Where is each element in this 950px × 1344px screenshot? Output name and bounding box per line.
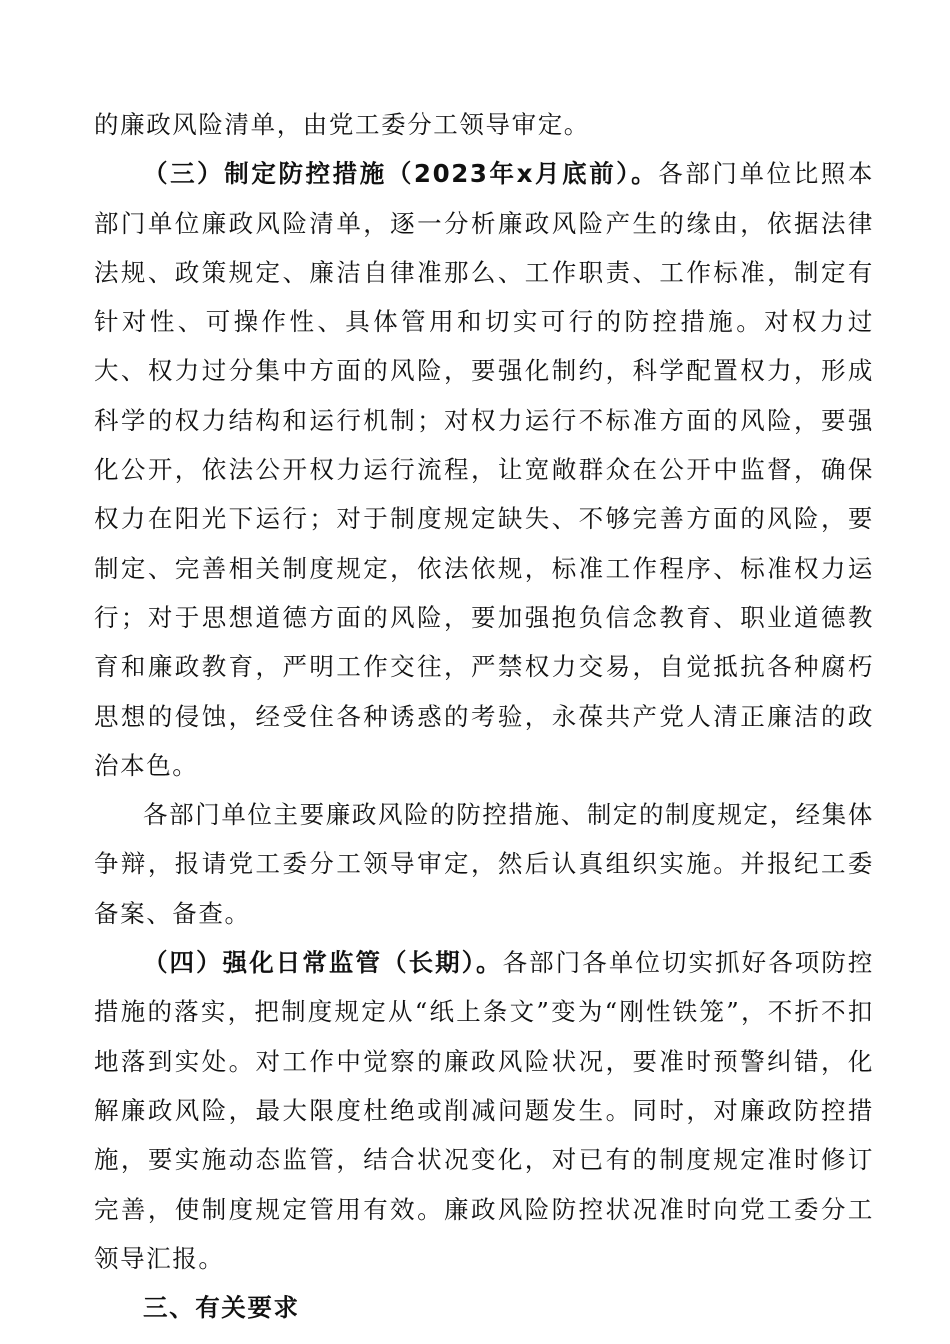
section-heading: 三、有关要求 bbox=[143, 1293, 300, 1323]
document-body bbox=[94, 100, 874, 1332]
paragraph-control-measures bbox=[94, 149, 874, 790]
paragraph-body: 各部门各单位切实抓好各项防控措施的落实，把制度规定从“纸上条文”变为“刚性铁笼”，不折不扣地落到实处。对工作中觉察的廉政风险状况，要准时预警纠错，化解廉政风险，最大限度杜绝或削减问题发生。同时，对廉政防控措施，要实施动态监管，结合状况变化，对已有的制度规定准时修订完善，使制度规定管用有效。廉政风险防控状况准时向党工委分工领导汇报。 bbox=[94, 948, 874, 1273]
paragraph-continuation: 的廉政风险清单，由党工委分工领导审定。 bbox=[94, 110, 590, 139]
paragraph-approval: 各部门单位主要廉政风险的防控措施、制定的制度规定，经集体争辩，报请党工委分工领导审定，然后认真组织实施。并报纪工委备案、备查。 bbox=[94, 800, 874, 928]
section-lead-four: （四）强化日常监管（长期）。 bbox=[143, 948, 503, 978]
paragraph-supervision bbox=[94, 938, 874, 1283]
section-lead-three: （三）制定防控措施（2023年x月底前）。 bbox=[143, 159, 659, 189]
paragraph-body: 各部门单位比照本部门单位廉政风险清单，逐一分析廉政风险产生的缘由，依据法律法规、政策规定、廉洁自律准那么、工作职责、工作标准，制定有针对性、可操作性、具体管用和切实可行的防控措施。对权力过大、权力过分集中方面的风险，要强化制约，科学配置权力，形成科学的权力结构和运行机制；对权力运行不标准方面的风险，要强化公开，依法公开权力运行流程，让宽敞群众在公开中监督，确保权力在阳光下运行；对于制度规定缺失、不够完善方面的风险，要制定、完善相关制度规定，依法依规，标准工作程序、标准权力运行；对于思想道德方面的风险，要加强抱负信念教育、职业道德教育和廉政教育，严明工作交往，严禁权力交易，自觉抵抗各种腐朽思想的侵蚀，经受住各种诱惑的考验，永葆共产党人清正廉洁的政治本色。 bbox=[94, 159, 874, 780]
